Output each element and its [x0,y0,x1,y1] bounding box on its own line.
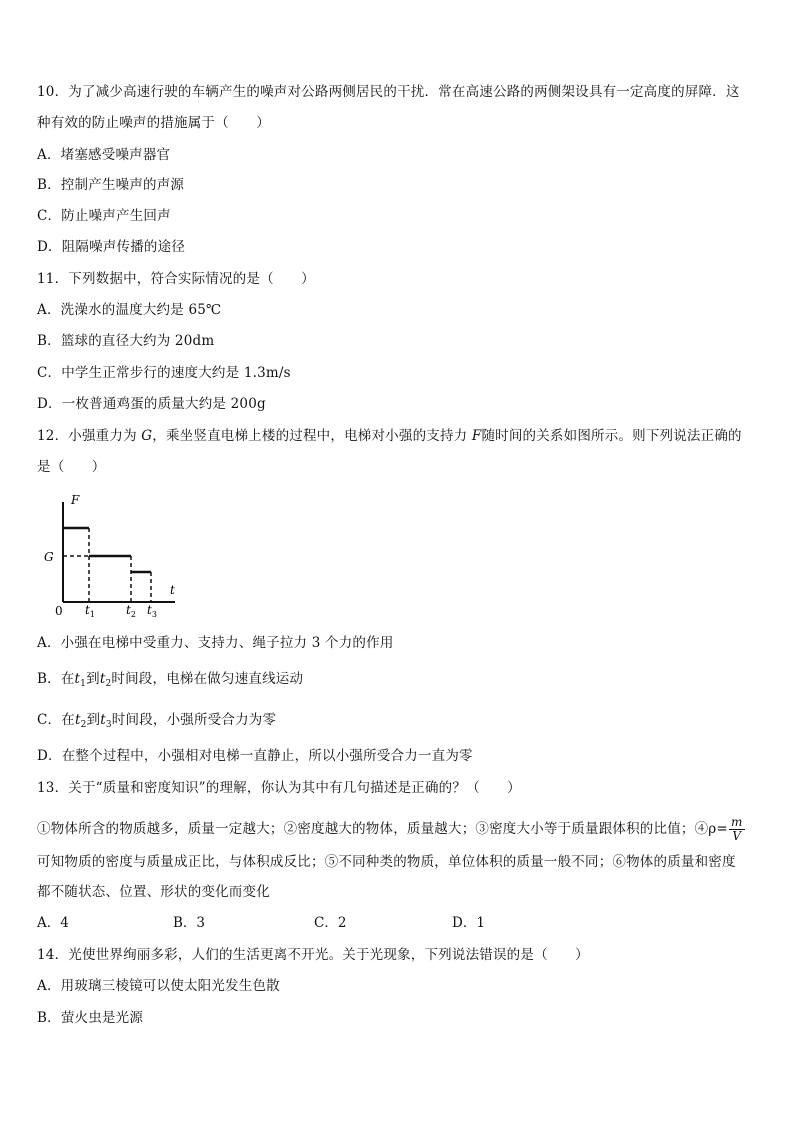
q11-option-d: D．一枚普通鸡蛋的质量大约是 200g [37,396,266,412]
q10-option-a: A．堵塞感受噪声器官 [37,147,171,163]
q12-force-time-graph [40,490,190,620]
q11-option-b: B．篮球的直径大约为 20dm [37,333,215,349]
q12-option-c-sub3: 3 [105,720,112,730]
q13-option-a: A．4 [37,915,69,931]
graph-x-label: t [170,583,175,597]
q13-stem: 13．关于“质量和密度知识”的理解，你认为其中有几句描述是正确的？（ ） [37,780,521,796]
graph-g-label: G [44,550,54,564]
fraction-denominator: V [732,829,742,843]
q11-stem: 11．下列数据中，符合实际情况的是（ ） [37,271,315,287]
q13-statements-line3: 都不随状态、位置、形状的变化而变化 [37,884,270,900]
q12-option-c-part-a: C．在 [37,712,75,728]
q12-option-c [37,711,276,734]
q12-option-b [37,670,303,693]
q12-option-b-part-a: B．在 [37,671,75,687]
q12-option-b-part-c: 时间段，电梯在做匀速直线运动 [111,671,304,687]
graph-tick-t1: $t_1$ [85,603,95,619]
q12-symbol-f: F [471,428,482,444]
graph-origin-label: 0 [55,604,63,618]
graph-tick-t3: $t_3$ [147,603,157,619]
q12-stem-line2: 是（ ） [37,459,106,475]
q10-option-d: D．阻隔噪声传播的途径 [37,239,186,255]
q10-option-c: C．防止噪声产生回声 [37,208,171,224]
q12-stem-part-a: 12．小强重力为 [37,428,142,444]
q12-option-b-t-2: t [99,671,106,687]
q11-option-a: A．洗澡水的温度大约是 65℃ [37,302,222,318]
q12-option-a: A．小强在电梯中受重力、支持力、绳子拉力 3 个力的作用 [37,635,394,651]
graph-tick-t2: $t_2$ [126,603,136,619]
q12-option-b-part-b: 到 [86,671,100,687]
q12-option-c-part-b: 到 [86,712,101,728]
q12-stem-line1 [37,427,742,445]
q12-option-d: D．在整个过程中，小强相对电梯一直静止，所以小强所受合力一直为零 [37,748,473,764]
q13-density-fraction [729,816,745,843]
q10-stem-line2: 种有效的防止噪声的措施属于（ ） [37,115,270,131]
q12-option-c-t-3: t [100,712,106,728]
graph-y-label: F [71,493,80,507]
q13-option-c: C．2 [314,915,347,931]
q12-option-b-t: t [74,671,81,687]
fraction-numerator: m [730,815,743,829]
q13-statements-text: ①物体所含的物质越多，质量一定越大；②密度越大的物体，质量越大；③密度大小等于质量跟体积的比值；④ρ= [37,821,728,837]
q14-stem: 14．光使世界绚丽多彩，人们的生活更离不开光。关于光现象，下列说法错误的是（ ） [37,947,589,963]
q12-symbol-g: G [141,428,153,444]
q11-option-c: C．中学生正常步行的速度大约是 1.3m/s [37,365,291,381]
q13-statements-line2: 可知物质的密度与质量成正比，与体积成反比；⑤不同种类的物质，单位体积的质量一般不同；⑥物体的质量和密度 [37,854,736,870]
q12-option-b-sub2: 2 [105,679,112,689]
q12-stem-part-c: 随时间的关系如图所示。则下列说法正确的 [481,428,742,444]
q14-option-a: A．用玻璃三棱镜可以使太阳光发生色散 [37,978,280,994]
q13-option-d: D．1 [452,915,485,931]
q10-option-b: B．控制产生噪声的声源 [37,177,185,193]
q12-option-c-sub2: 2 [80,720,87,730]
q13-option-b: B．3 [173,915,206,931]
q12-option-c-t: t [74,712,81,728]
q13-statements-line1 [37,816,745,843]
q12-option-b-sub1: 1 [80,679,87,689]
q14-option-b: B．萤火虫是光源 [37,1010,144,1026]
q12-option-c-part-c: 时间段，小强所受合力为零 [111,712,277,728]
q12-stem-part-b: ，乘坐竖直电梯上楼的过程中，电梯对小强的支持力 [152,428,472,444]
q10-stem-line1: 10．为了减少高速行驶的车辆产生的噪声对公路两侧居民的干扰．常在高速公路的两侧架设具有一定高度的屏障．这 [37,84,740,100]
